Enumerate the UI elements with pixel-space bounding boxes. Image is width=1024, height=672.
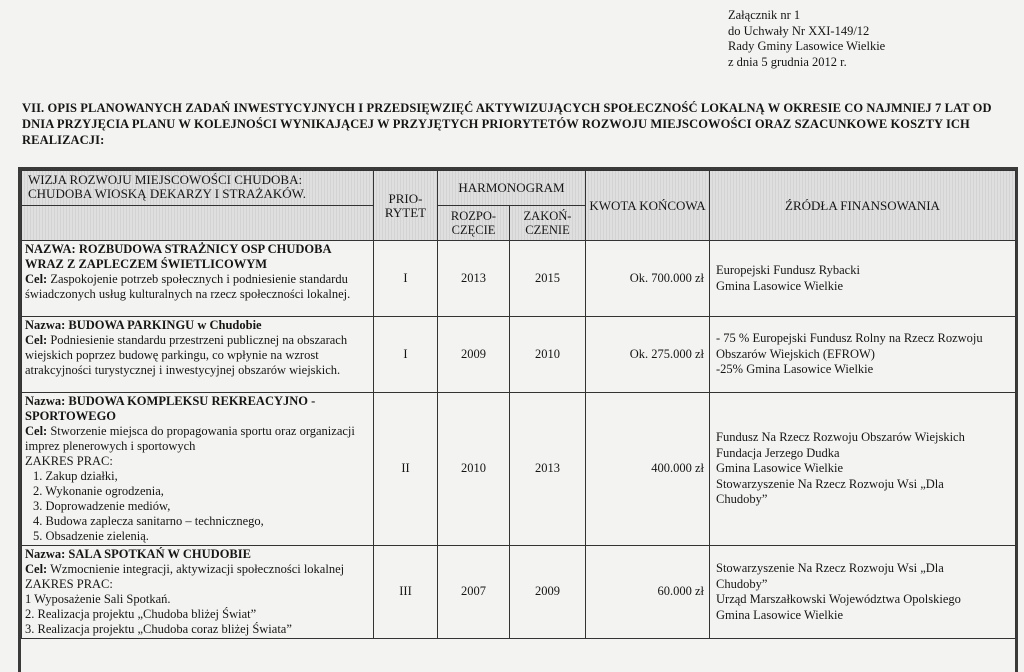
sources-cell xyxy=(710,317,1016,393)
attachment-note xyxy=(728,8,988,70)
task-description xyxy=(22,393,374,546)
task-description xyxy=(22,546,374,639)
amount-cell: 400.000 zł xyxy=(586,393,710,546)
table-row xyxy=(22,393,1016,546)
vision-line: CHUDOBA WIOSKĄ DEKARZY I STRAŻAKÓW. xyxy=(28,186,306,201)
task-name: Nazwa: BUDOWA PARKINGU w Chudobie xyxy=(25,318,262,332)
amount-cell: 60.000 zł xyxy=(586,546,710,639)
source-line: Gmina Lasowice Wielkie xyxy=(716,461,844,476)
task-goal xyxy=(25,272,370,302)
task-goal xyxy=(25,333,370,378)
priority-cell: III xyxy=(374,546,438,639)
sources-cell xyxy=(710,393,1016,546)
task-name: NAZWA: ROZBUDOWA STRAŻNICY OSP CHUDOBA WRAZ Z ZAPLECZEM ŚWIETLICOWYM xyxy=(25,242,331,271)
scope-item: 5. Obsadzenie zielenią. xyxy=(33,529,149,543)
start-header xyxy=(438,206,510,241)
scope-item: 2. Wykonanie ogrodzenia, xyxy=(33,484,164,498)
start-header-text: ROZPO-CZĘCIE xyxy=(450,209,497,237)
start-cell: 2010 xyxy=(438,393,510,546)
priority-cell: I xyxy=(374,317,438,393)
priority-cell: II xyxy=(374,393,438,546)
end-cell: 2015 xyxy=(510,241,586,317)
end-cell: 2013 xyxy=(510,393,586,546)
priority-header-text: PRIO-RYTET xyxy=(384,190,427,220)
goal-text: Podniesienie standardu przestrzeni publicznej na obszarach wiejskich poprzez budowę parkingu, co wpłynie na wzrost atrakcyjności turystycznej i inwestycyjnej obszarów wiejskich. xyxy=(25,333,348,377)
goal-label: Cel: xyxy=(25,562,48,576)
schedule-header xyxy=(438,171,586,206)
table-row xyxy=(22,241,1016,317)
sources-cell xyxy=(710,546,1016,639)
source-line: Stowarzyszenie Na Rzecz Rozwoju Wsi „Dla xyxy=(716,476,944,491)
task-name: Nazwa: SALA SPOTKAŃ W CHUDOBIE xyxy=(25,547,251,561)
source-line: Chudoby” xyxy=(716,492,768,507)
section-title: VII. OPIS PLANOWANYCH ZADAŃ INWESTYCYJNYCH I PRZEDSIĘWZIĘĆ AKTYWIZUJĄCYCH SPOŁECZNOŚĆ LOKALNĄ W OKRESIE CO NAJMNIEJ 7 LAT OD DNIA PRZYJĘCIA PLANU W KOLEJNOŚCI WYNIKAJĄCEJ W PRZYJĘTYCH PRIORYTETÓW ROZWOJU MIEJSCOWOŚCI ORAZ SZACUNKOWE KOSZTY ICH REALIZACJI: xyxy=(22,101,992,147)
attachment-line: Załącznik nr 1 xyxy=(728,8,801,22)
goal-text: Zaspokojenie potrzeb społecznych i podniesienie standardu świadczonych usług kulturalnych na rzecz społeczności lokalnej. xyxy=(25,272,351,301)
scope-item: 3. Realizacja projektu „Chudoba coraz bliżej Świata” xyxy=(25,622,292,636)
schedule-header-text: HARMONOGRAM xyxy=(458,180,565,195)
scope-item: 3. Doprowadzenie mediów, xyxy=(33,499,171,513)
end-cell: 2010 xyxy=(510,317,586,393)
source-line: Chudoby” xyxy=(716,576,768,591)
scope-item: 1 Wyposażenie Sali Spotkań. xyxy=(25,592,171,606)
vision-spacer xyxy=(22,206,374,241)
amount-cell: Ok. 275.000 zł xyxy=(586,317,710,393)
investment-table xyxy=(21,170,1016,639)
source-line: Fundusz Na Rzecz Rozwoju Obszarów Wiejskich xyxy=(716,430,965,445)
source-line: Europejski Fundusz Rybacki xyxy=(716,263,860,277)
source-line: Urząd Marszałkowski Województwa Opolskiego xyxy=(716,592,961,606)
source-line: - 75 % Europejski Fundusz Rolny na Rzecz Rozwoju xyxy=(716,331,983,346)
task-description xyxy=(22,317,374,393)
vision-cell xyxy=(22,171,374,206)
goal-label: Cel: xyxy=(25,333,48,347)
goal-label: Cel: xyxy=(25,272,48,286)
vision-line: WIZJA ROZWOJU MIEJSCOWOŚCI CHUDOBA: xyxy=(28,172,303,187)
attachment-line: Rady Gminy Lasowice Wielkie xyxy=(728,39,886,53)
amount-header xyxy=(586,171,710,241)
source-line: -25% Gmina Lasowice Wielkie xyxy=(716,362,874,377)
amount-header-text: KWOTA KOŃCOWA xyxy=(589,197,706,213)
priority-cell: I xyxy=(374,241,438,317)
scope-item: 4. Budowa zaplecza sanitarno – technicznego, xyxy=(33,514,264,528)
attachment-line: do Uchwały Nr XXI-149/12 xyxy=(728,23,870,38)
source-line: Gmina Lasowice Wielkie xyxy=(716,278,844,293)
attachment-line: z dnia 5 grudnia 2012 r. xyxy=(728,54,847,69)
task-goal xyxy=(25,424,370,454)
table-row xyxy=(22,546,1016,639)
start-cell: 2013 xyxy=(438,241,510,317)
scope-item: 1. Zakup działki, xyxy=(33,469,118,483)
start-cell: 2009 xyxy=(438,317,510,393)
goal-text: Stworzenie miejsca do propagowania sportu oraz organizacji imprez plenerowych i sportowych xyxy=(25,424,355,453)
sources-cell xyxy=(710,241,1016,317)
source-line: Obszarów Wiejskich (EFROW) xyxy=(716,346,875,361)
end-header-text: ZAKOŃ-CZENIE xyxy=(523,209,572,237)
source-line: Gmina Lasowice Wielkie xyxy=(716,607,844,622)
amount-cell: Ok. 700.000 zł xyxy=(586,241,710,317)
sources-header-text: ŹRÓDŁA FINANSOWANIA xyxy=(785,197,940,213)
goal-text: Wzmocnienie integracji, aktywizacji społeczności lokalnej xyxy=(50,562,345,576)
source-line: Stowarzyszenie Na Rzecz Rozwoju Wsi „Dla xyxy=(716,561,944,575)
priority-header xyxy=(374,171,438,241)
scope-item: 2. Realizacja projektu „Chudoba bliżej Świat” xyxy=(25,607,257,621)
scope-label: ZAKRES PRAC: xyxy=(25,454,113,468)
task-name: Nazwa: BUDOWA KOMPLEKSU REKREACYJNO - SPORTOWEGO xyxy=(25,394,316,423)
end-header xyxy=(510,206,586,241)
source-line: Fundacja Jerzego Dudka xyxy=(716,445,840,460)
end-cell: 2009 xyxy=(510,546,586,639)
task-goal xyxy=(25,562,370,577)
scope-label: ZAKRES PRAC: xyxy=(25,577,113,591)
goal-label: Cel: xyxy=(25,424,48,438)
start-cell: 2007 xyxy=(438,546,510,639)
scope-list xyxy=(25,469,370,544)
table-row xyxy=(22,317,1016,393)
sources-header xyxy=(710,171,1016,241)
task-description xyxy=(22,241,374,317)
